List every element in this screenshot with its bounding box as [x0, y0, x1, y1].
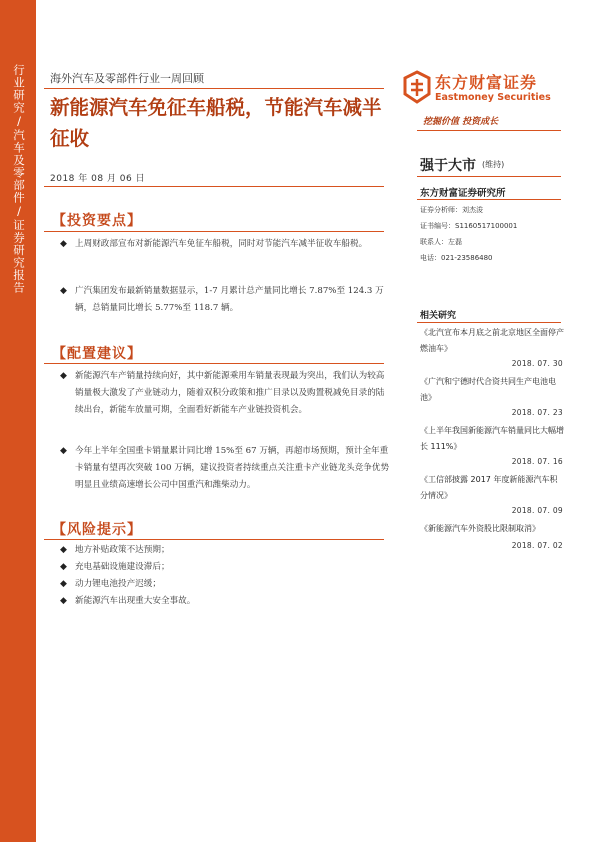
related-report-link[interactable]: 《上半年我国新能源汽车销量同比大幅增长 111%》	[420, 426, 564, 451]
related-report-link[interactable]: 《工信部披露 2017 年度新能源汽车积分情况》	[420, 475, 558, 500]
related-report-link[interactable]: 《北汽宣布本月底之前北京地区全面停产燃油车》	[420, 328, 564, 353]
date-divider	[44, 186, 384, 187]
report-title: 新能源汽车免征车船税，节能汽车减半征收	[50, 96, 382, 150]
company-logo	[403, 70, 553, 110]
related-report-date: 2018. 07. 30	[511, 359, 563, 368]
diamond-bullet-icon: ◆	[60, 446, 67, 456]
logo-name-en: Eastmoney Securities	[435, 92, 551, 103]
rating-note: (维持)	[482, 160, 505, 169]
section-title-risk: 【风险提示】	[52, 522, 142, 538]
report-date: 2018 年 08 月 06 日	[50, 174, 146, 184]
sidebar	[0, 0, 36, 842]
industry-rating: 强于大市	[420, 158, 476, 174]
bullet-item: ◆ 新能源汽车出现重大安全事故。	[60, 593, 390, 610]
bullet-item: ◆ 上周财政部宣布对新能源汽车免征车船税，同时对节能汽车减半征收车船税。	[60, 236, 390, 253]
related-report-date: 2018. 07. 23	[511, 408, 563, 417]
subtitle-divider	[44, 88, 384, 89]
right-divider	[417, 322, 561, 323]
bullet-item: ◆ 新能源汽车产销量持续向好，其中新能源乘用车销量表现最为突出，我们认为较高销量极大激发了产业链动力，随着双积分政策和推广目录以及购置税减免目录的陆续出台，新能车放量可期，全面看好新能车产业链投资机会。	[60, 368, 390, 419]
sidebar-category-text: 行业研究/汽车及零部件/证券研究报告	[12, 64, 26, 294]
section-title-investment-points: 【投资要点】	[52, 213, 142, 229]
diamond-bullet-icon: ◆	[60, 545, 67, 555]
contact-person: 联系人：左磊	[420, 238, 462, 246]
logo-name-cn: 东方财富证券	[435, 73, 538, 92]
section-divider	[44, 539, 384, 540]
diamond-bullet-icon: ◆	[60, 371, 67, 381]
right-divider	[417, 176, 561, 177]
section-divider	[44, 363, 384, 364]
related-report-link[interactable]: 《广汽和宁德时代合资共同生产电池电池》	[420, 377, 556, 402]
research-institute: 东方财富证券研究所	[420, 188, 506, 199]
brand-slogan: 挖掘价值 投资成长	[423, 117, 499, 127]
diamond-bullet-icon: ◆	[60, 562, 67, 572]
section-divider	[44, 231, 384, 232]
bullet-item: ◆ 充电基础设施建设滞后；	[60, 559, 390, 576]
related-report-date: 2018. 07. 02	[511, 541, 563, 550]
related-report-date: 2018. 07. 09	[511, 506, 563, 515]
related-report-date: 2018. 07. 16	[511, 457, 563, 466]
diamond-bullet-icon: ◆	[60, 286, 67, 296]
bullet-item: ◆ 动力锂电池投产迟缓；	[60, 576, 390, 593]
related-report-link[interactable]: 《新能源汽车外资股比限制取消》	[420, 524, 540, 533]
right-divider	[417, 130, 561, 131]
bullet-item: ◆ 今年上半年全国重卡销量累计同比增 15%至 67 万辆，再超市场预期，预计全年重卡销量有望再次突破 100 万辆，建议投资者持续重点关注重卡产业链龙头竞争优势明显且业绩高速增长公司中国重汽和潍柴动力。	[60, 443, 390, 494]
diamond-bullet-icon: ◆	[60, 579, 67, 589]
contact-phone: 电话：021-23586480	[420, 254, 493, 262]
right-divider	[417, 199, 561, 200]
eastmoney-logo-icon	[403, 70, 431, 104]
analyst-name: 证券分析师：刘杰浚	[420, 206, 483, 214]
bullet-item: ◆ 广汽集团发布最新销量数据显示，1-7 月累计总产量同比增长 7.87%至 124.3 万辆，总销量同比增长 5.77%至 118.7 辆。	[60, 283, 390, 317]
certificate-number: 证书编号：S1160517100001	[420, 222, 518, 230]
section-title-allocation: 【配置建议】	[52, 346, 142, 362]
report-subtitle: 海外汽车及零部件行业一周回顾	[50, 72, 204, 85]
diamond-bullet-icon: ◆	[60, 596, 67, 606]
related-research-title: 相关研究	[420, 311, 457, 321]
bullet-item: ◆ 地方补贴政策不达预期；	[60, 542, 390, 559]
diamond-bullet-icon: ◆	[60, 239, 67, 249]
